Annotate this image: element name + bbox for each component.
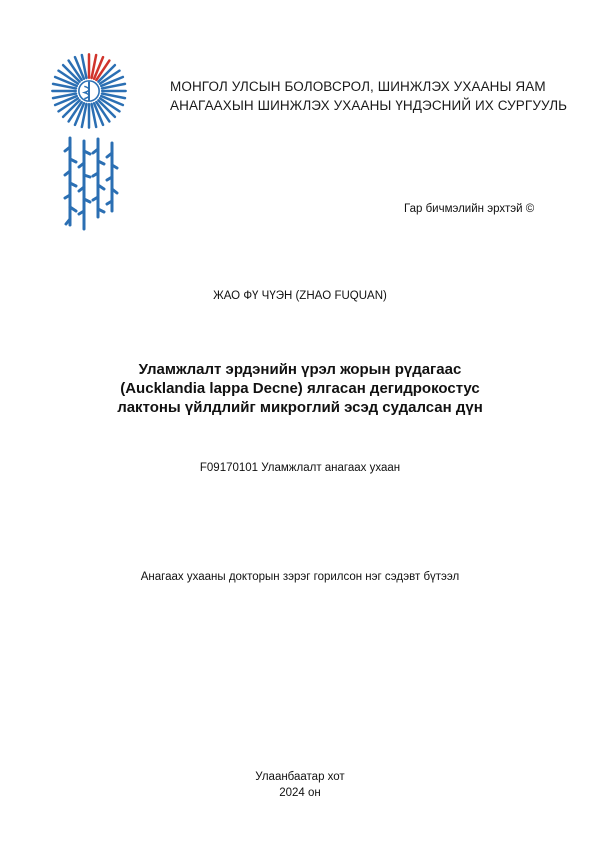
city: Улаанбаатар хот	[255, 771, 345, 783]
thesis-title-line-1: Уламжлалт эрдэнийн үрэл жорын рүдагаас	[138, 361, 462, 378]
author-name: ЖАО ФҮ ЧҮЭН (ZHAO FUQUAN)	[213, 290, 387, 302]
thesis-title-line-3: лактоны үйлдлийг микроглий эсэд судалсан дүн	[117, 399, 483, 416]
thesis-title-line-2: (Aucklandia lappa Decne) ялгасан дегидрокостус	[120, 380, 480, 397]
copyright-notice: Гар бичмэлийн эрхтэй ©	[404, 203, 535, 215]
ministry-name: МОНГОЛ УЛСЫН БОЛОВСРОЛ, ШИНЖЛЭХ УХААНЫ ЯАМ	[170, 79, 546, 94]
university-name: АНАГААХЫН ШИНЖЛЭХ УХААНЫ ҮНДЭСНИЙ ИХ СУРГУУЛЬ	[170, 98, 568, 113]
specialty-code: F09170101 Уламжлалт анагаах ухаан	[199, 462, 401, 474]
degree-statement: Анагаах ухааны докторын зэрэг горилсон нэг сэдэвт бүтээл	[140, 571, 460, 583]
mongolian-script-seal-icon	[60, 133, 122, 233]
university-emblem-icon	[50, 52, 128, 130]
year: 2024 он	[279, 787, 321, 799]
